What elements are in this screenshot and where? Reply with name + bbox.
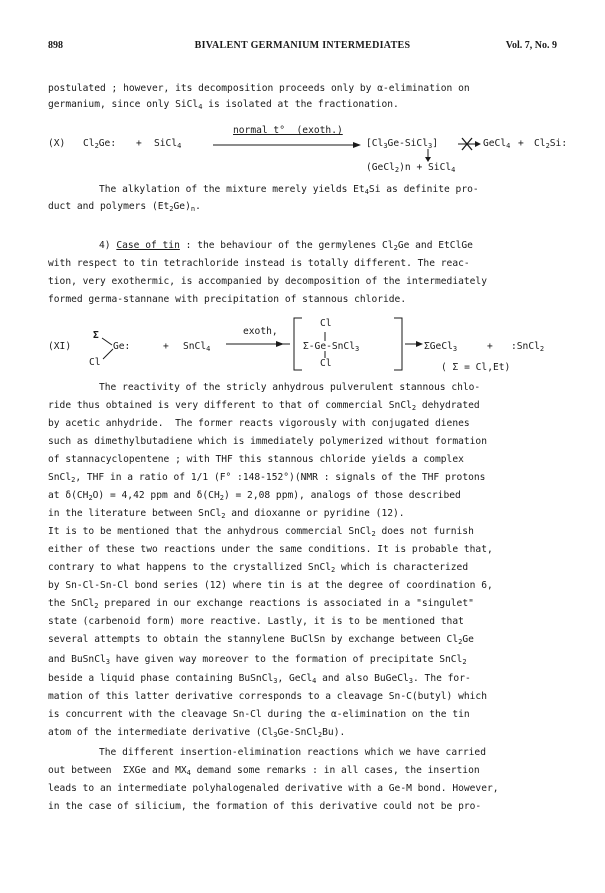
eq-condition: exoth,: [243, 326, 278, 337]
eq-intermediate: Σ-Ge-SnCl$_3$: [303, 341, 360, 353]
text-line: by Sn-Cl-Sn-Cl bond series (12) where tin is at the degree of coordination 6,: [48, 580, 493, 591]
text-line: such as dimethylbutadiene which is immediately polymerized without formation: [48, 436, 487, 447]
sigma-symbol: Σ: [93, 330, 99, 341]
eq-plus: +: [518, 138, 524, 149]
text-line: is concurrent with the cleavage Sn-Cl during the α-elimination on the tin: [48, 709, 470, 720]
eq-product: $Cl_2Si$:: [534, 138, 568, 150]
eq-substituent: Cl: [320, 318, 332, 329]
eq-reactant: $Cl_2Ge$:: [83, 138, 117, 150]
text-line: by acetic anhydride. The former reacts vigorously with conjugated dienes: [48, 418, 470, 429]
eq-reactant: SnCl$_4$: [183, 341, 211, 353]
eq-intermediate: $[Cl_3Ge-SiCl_3]$: [366, 138, 438, 150]
eq-condition: normal t° (exoth.): [233, 125, 343, 136]
eq-germylene: Ge:: [113, 341, 131, 352]
eq-substituent: Cl: [89, 357, 101, 368]
text-line: in the literature between SnCl$_2$ and dioxanne or pyridine (12).: [48, 508, 405, 520]
page-number: 898: [48, 40, 63, 51]
volume-info: Vol. 7, No. 9: [505, 40, 557, 51]
text-line: in the case of silicium, the formation of this derivative could not be pro-: [48, 801, 482, 812]
text-line: It is to be mentioned that the anhydrous commercial SnCl$_2$ does not furnish: [48, 526, 474, 538]
running-header: [0, 40, 605, 54]
text-line: either of these two reactions under the same conditions. It is probable that,: [48, 544, 493, 555]
reaction-arrow: [405, 339, 425, 349]
text-line: postulated ; however, its decomposition proceeds only by α-elimination on: [48, 83, 470, 94]
reaction-arrow: [213, 140, 363, 150]
text-line: and BuSnCl$_3$ have given way moreover to the formation of precipitate SnCl$_2$: [48, 654, 467, 666]
eq-plus: +: [136, 138, 142, 149]
running-title: BIVALENT GERMANIUM INTERMEDIATES: [194, 40, 411, 51]
text-line: mation of this latter derivative corresponds to a cleavage Sn-C(butyl) which: [48, 691, 487, 702]
text-line: duct and polymers $(Et_2Ge)_n$.: [48, 201, 201, 213]
text-line: several attempts to obtain the stannylene BuClSn by exchange between $Cl_2Ge$: [48, 634, 474, 646]
text-line: contrary to what happens to the crystallized SnCl$_2$ which is characterized: [48, 562, 469, 574]
text-line: state (carbenoid form) more reactive. Lastly, it is to be mentioned that: [48, 616, 464, 627]
text-line: The reactivity of the stricly anhydrous pulverulent stannous chlo-: [99, 382, 481, 393]
text-line: The different insertion-elimination reactions which we have carried: [99, 747, 486, 758]
text-line: tion, very exothermic, is accompanied by decomposition of the intermediately: [48, 276, 487, 287]
text-line: leads to an intermediate polyhalogenaled derivative with a Ge-M bond. However,: [48, 783, 499, 794]
text-line: the SnCl$_2$ prepared in our exchange reactions is associated in a "singulet": [48, 598, 474, 610]
eq-product: GeCl$_4$: [483, 138, 511, 150]
eq-note: ( Σ = Cl,Et): [441, 362, 511, 373]
text-line: out between ΣXGe and $MX_4$ demand some remarks : in all cases, the insertion: [48, 765, 480, 777]
eq-product: ΣGeCl$_3$: [424, 341, 458, 353]
text-line: of stannacyclopentene ; with THF this stannous chloride yields a complex: [48, 454, 464, 465]
crossed-arrow-icon: [458, 136, 482, 152]
text-line: at $\delta(CH_2O) = 4,42$ ppm and $\delta(CH_2) = 2,08$ ppm), analogs of those described: [48, 490, 461, 502]
eq-reactant: SiCl$_4$: [154, 138, 182, 150]
text-line: formed germa-stannane with precipitation of stannous chloride.: [48, 294, 407, 305]
eq-plus: +: [487, 341, 493, 352]
section-heading: Case of tin: [116, 240, 180, 251]
equation-label: (XI): [48, 341, 72, 352]
down-arrow-icon: [423, 149, 433, 162]
eq-plus: +: [163, 341, 169, 352]
text-line: 4) Case of tin : the behaviour of the germylenes $Cl_2Ge$ and EtClGe: [99, 240, 473, 252]
text-line: ride thus obtained is very different to that of commercial SnCl$_2$ dehydrated: [48, 400, 480, 412]
text-line: The alkylation of the mixture merely yields $Et_4Si$ as definite pro-: [99, 184, 479, 196]
eq-byproduct: (GeCl$_2$)n + SiCl$_4$: [366, 162, 456, 174]
eq-substituent: Cl: [320, 358, 332, 369]
text-line: atom of the intermediate derivative $(Cl_3Ge-SnCl_2Bu)$.: [48, 727, 346, 739]
eq-product: :SnCl$_2$: [511, 341, 545, 353]
equation-label: (X): [48, 138, 66, 149]
text-line: SnCl$_2$, THF in a ratio of 1/1 (F° :148-152°)(NMR : signals of the THF protons: [48, 472, 486, 484]
text-line: germanium, since only SiCl$_4$ is isolated at the fractionation.: [48, 99, 399, 111]
text-line: beside a liquid phase containing BuSnCl$_3$, GeCl$_4$ and also BuGeCl$_3$. The for-: [48, 673, 471, 685]
text-line: with respect to tin tetrachloride instead is totally different. The reac-: [48, 258, 470, 269]
